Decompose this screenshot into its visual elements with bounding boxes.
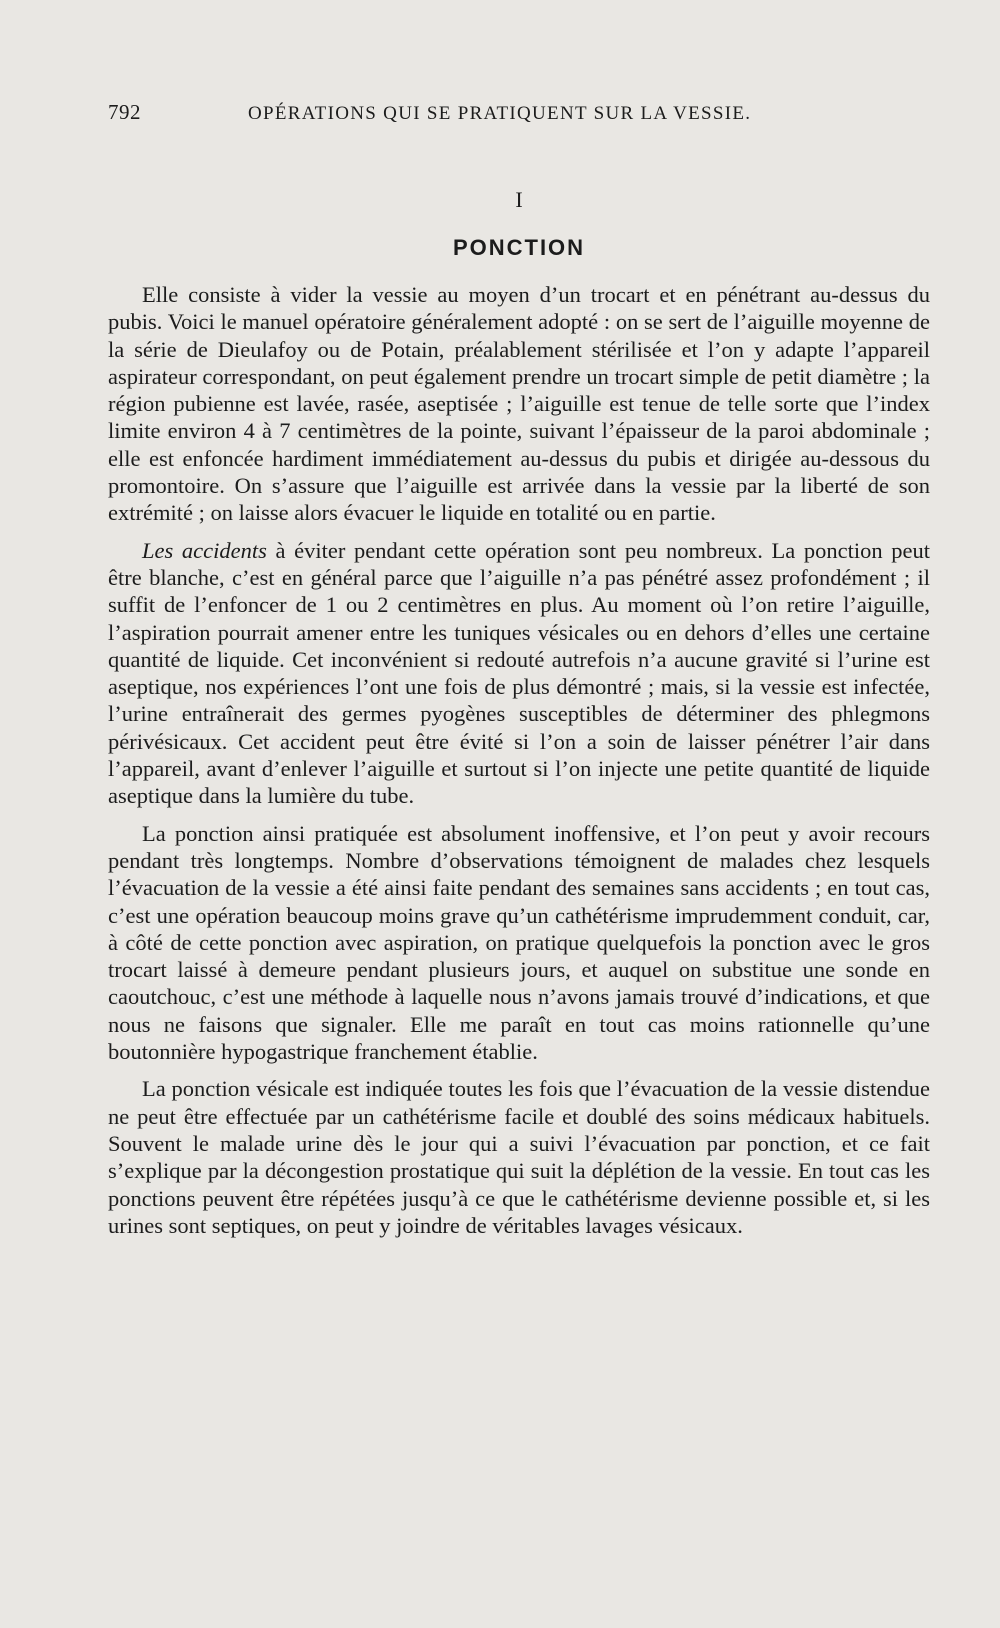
paragraph-text: Elle consiste à vider la vessie au moyen d’un trocart et en pénétrant au-dessus du pubis. Voici le manuel opératoire généralement adopté : on se sert de l’aiguille moyenne de la série de Dieulafoy ou de Potain, préalablement stérilisée et l’on y adapte l’appareil aspirateur correspondant, on peut également prendre un trocart simple de petit diamètre ; la région pubienne est lavée, rasée, aseptisée ; l’aiguille est tenue de telle sorte que l’index limite environ 4 à 7 centimètres de la pointe, suivant l’épaisseur de la paroi abdominale ; elle est enfoncée hardiment immédiatement au-dessus du pubis et dirigée au-dessous du promontoire. On s’assure que l’aiguille est arrivée dans la vessie par la liberté de son extrémité ; on laisse alors évacuer le liquide en totalité ou en partie. [108, 282, 930, 526]
section-title: PONCTION [452, 235, 586, 260]
paragraph-accidents [108, 537, 930, 810]
paragraph-text: La ponction vésicale est indiquée toutes les fois que l’évacuation de la vessie distendue ne peut être effectuée par un cathétérisme facile et doublé des soins médicaux habituels. Souvent le malade urine dès le jour qui a suivi l’évacuation par ponction, et ce fait s’explique par la décongestion prostatique qui suit la déplétion de la vessie. En tout cas les ponctions peuvent être répétées jusqu’à ce que le cathétérisme devienne possible et, si les urines sont septiques, on peut y joindre de véritables lavages vésicaux. [108, 1076, 930, 1238]
paragraph-intro [108, 281, 930, 527]
page-number: 792 [108, 100, 141, 124]
paragraph-text: La ponction ainsi pratiquée est absolument inoffensive, et l’on peut y avoir recours pendant très longtemps. Nombre d’observations témoignent de malades chez lesquels l’évacuation de la vessie a été ainsi faite pendant des semaines sans accidents ; en tout cas, c’est une opération beaucoup moins grave qu’un cathétérisme imprudemment conduit, car, à côté de cette ponction avec aspiration, on pratique quelquefois la ponction avec le gros trocart laissé à demeure pendant plusieurs jours, et auquel on substitue une sonde en caoutchouc, c’est une méthode à laquelle nous n’avons jamais trouvé d’indications, et que nous ne faisons que signaler. Elle me paraît en tout cas moins rationnelle qu’une boutonnière hypogastrique franchement établie. [108, 820, 930, 1065]
paragraph-lead-italic: Les accidents [142, 537, 267, 563]
running-head: OPÉRATIONS QUI SE PRATIQUENT SUR LA VESSIE. [248, 103, 752, 124]
page-header [108, 100, 930, 125]
paragraph-text: à éviter pendant cette opération sont peu nombreux. La ponction peut être blanche, c’est en général parce que l’aiguille n’a pas pénétré assez profondément ; il suffit de l’enfoncer de 1 ou 2 centimètres en plus. Au moment où l’on retire l’aiguille, l’aspiration pourrait amener entre les tuniques vésicales ou en dehors d’elles une certaine quantité de liquide. Cet inconvénient si redouté autrefois n’a aucune gravité si l’urine est aseptique, nos expériences l’ont une fois de plus démontré ; mais, si la vessie est infectée, l’urine entraînerait des germes pyogènes susceptibles de déterminer des phlegmons périvésicaux. Cet accident peut être évité si l’on a soin de laisser pénétrer l’air dans l’appareil, avant d’enlever l’aiguille et surtout si l’on injecte une petite quantité de liquide aseptique dans la lumière du tube. [108, 537, 930, 809]
paragraph-inoffensive [108, 820, 930, 1066]
section-number: I [515, 187, 523, 212]
body-text [108, 281, 930, 1239]
paragraph-indications [108, 1075, 930, 1239]
